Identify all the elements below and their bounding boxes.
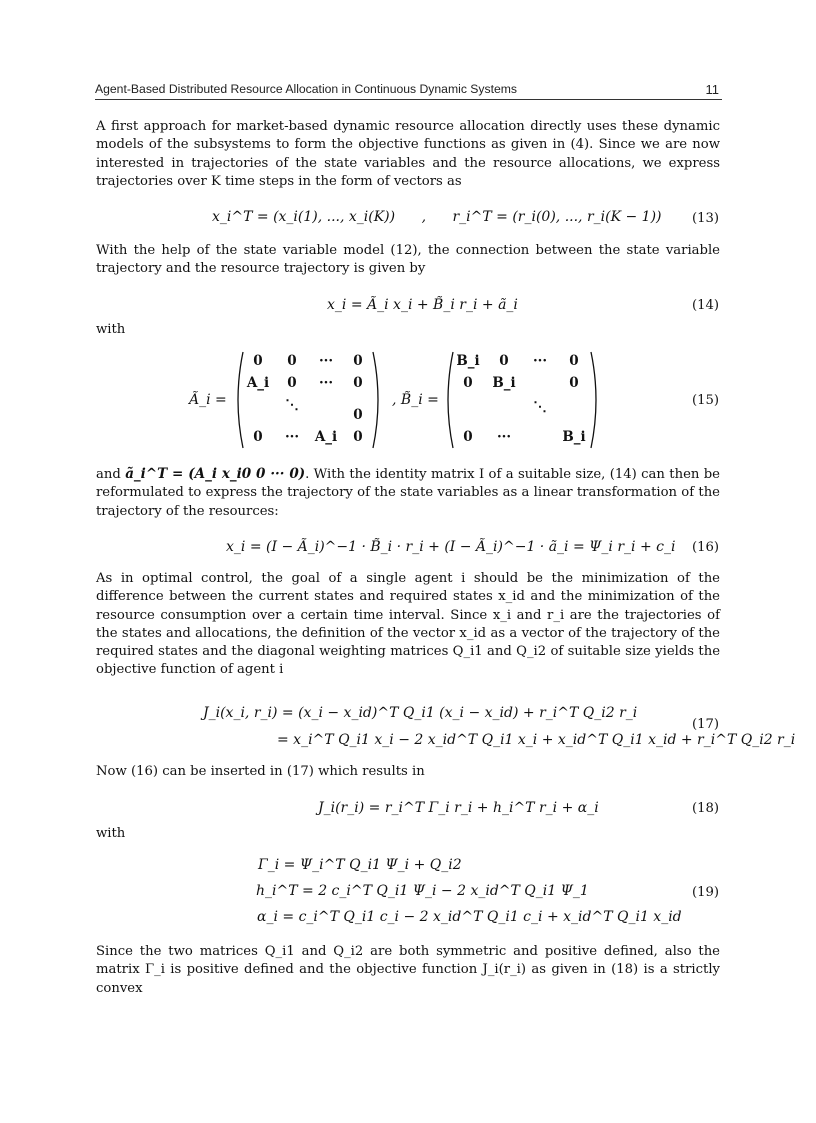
matrix-a <box>244 353 374 449</box>
running-head-title: Agent-Based Distributed Resource Allocation in Continuous Dynamic Systems <box>95 82 518 96</box>
matrix-b-right-paren <box>588 350 604 450</box>
equation-17-line-2: = x_i^T Q_i1 x_i − 2 x_id^T Q_i1 x_i + x_id^T Q_i1 x_id + r_i^T Q_i2 r_i <box>277 732 796 748</box>
matrix-a-right-paren <box>370 350 386 450</box>
equation-number-14: (14) <box>692 298 720 313</box>
matrix-b-cell: 0 <box>463 429 473 445</box>
equation-17-line-1: J_i(x_i, r_i) = (x_i − x_id)^T Q_i1 (x_i − x_id) + r_i^T Q_i2 r_i <box>203 705 638 721</box>
equation-19-line-2: h_i^T = 2 c_i^T Q_i1 Ψ_i − 2 x_id^T Q_i1 Ψ_1 <box>256 883 589 899</box>
equation-14: x_i = Ã_i x_i + B̃_i r_i + ã_i <box>327 297 518 313</box>
matrix-b-cell: 0 <box>463 375 473 391</box>
matrix-a-cell: ··· <box>318 353 334 369</box>
matrix-a-cell: 0 <box>353 353 363 369</box>
matrix-a-cell: 0 <box>287 353 297 369</box>
matrix-b-left-paren <box>440 350 456 450</box>
paragraph-6: Since the two matrices Q_i1 and Q_i2 are both symmetric and positive defined, also the matrix Γ_i is positive defined and the objective function J_i(r_i) as given in (18) is a strictly convex <box>96 944 720 996</box>
equation-number-16: (16) <box>692 540 720 555</box>
matrix-a-cell: ··· <box>284 429 300 445</box>
matrix-b <box>456 353 592 449</box>
equation-19-line-3: α_i = c_i^T Q_i1 c_i − 2 x_id^T Q_i1 c_i + x_id^T Q_i1 x_id <box>257 909 682 925</box>
equation-number-18: (18) <box>692 801 720 816</box>
paragraph-5: Now (16) can be inserted in (17) which results in <box>96 764 425 779</box>
matrix-a-label: Ã_i = <box>189 392 227 408</box>
matrix-b-cell: B_i <box>456 353 480 369</box>
matrix-b-cell: ··· <box>532 353 548 369</box>
paragraph-2: With the help of the state variable model (12), the connection between the state variable trajectory and the resource trajectory is given by <box>96 243 720 277</box>
matrix-a-cell: 0 <box>353 407 363 423</box>
matrix-a-cell: 0 <box>353 375 363 391</box>
equation-13-separator: , <box>421 209 427 225</box>
matrix-b-cell: ⋱ <box>533 399 547 415</box>
running-head <box>95 82 722 96</box>
equation-13-left: x_i^T = (x_i(1), ..., x_i(K)) <box>212 209 396 225</box>
equation-13 <box>212 209 662 225</box>
paragraph-3 <box>96 465 720 521</box>
equation-number-17: (17) <box>692 717 720 732</box>
page-number: 11 <box>705 82 719 97</box>
equation-number-15: (15) <box>692 393 720 408</box>
matrix-a-cell: A_i <box>314 429 338 445</box>
equation-number-19: (19) <box>692 885 720 900</box>
matrix-b-cell: ··· <box>496 429 512 445</box>
matrix-a-cell: 0 <box>253 429 263 445</box>
with-label-2: with <box>96 826 126 841</box>
matrix-a-cell: A_i <box>246 375 270 391</box>
paragraph-1: A first approach for market-based dynamic resource allocation directly uses these dynamic models of the subsystems to form the objective functions as given in (4). Since we are now interested in trajectories of the state variables and the resource allocations, we express trajectories over K time steps in the form of vectors as <box>96 119 720 189</box>
matrix-b-cell: B_i <box>562 429 586 445</box>
header-rule <box>95 99 722 100</box>
equation-16: x_i = (I − Ã_i)^−1 · B̃_i · r_i + (I − Ã_i)^−1 · ã_i = Ψ_i r_i + c_i <box>226 539 676 555</box>
matrix-a-cell: 0 <box>287 375 297 391</box>
equation-18: J_i(r_i) = r_i^T Γ_i r_i + h_i^T r_i + α_i <box>318 800 599 816</box>
with-label-1: with <box>96 322 126 337</box>
matrix-b-cell: 0 <box>499 353 509 369</box>
equation-number-13: (13) <box>692 211 720 226</box>
matrix-b-label: , B̃_i = <box>392 392 439 408</box>
paragraph-3-and: and <box>96 467 121 482</box>
matrix-a-cell: ⋱ <box>285 397 299 413</box>
matrix-a-cell: 0 <box>253 353 263 369</box>
paragraph-4: As in optimal control, the goal of a single agent i should be the minimization of the difference between the current states and required states x_id and the minimization of the resource consumption over a certain time interval. Since x_i and r_i are the trajectories of the states and allocations, the definition of the vector x_id as a vector of the trajectory of the required states and the diagonal weighting matrices Q_i1 and Q_i2 of suitable size yields the objective function of agent i <box>96 571 720 678</box>
matrix-a-cell: ··· <box>318 375 334 391</box>
equation-13-right: r_i^T = (r_i(0), ..., r_i(K − 1)) <box>452 209 662 225</box>
matrix-a-cell: 0 <box>353 429 363 445</box>
matrix-b-cell: B_i <box>492 375 516 391</box>
paragraph-3-text: . With the identity matrix I of a suitable size, (14) can then be reformulated to express the trajectory of the state variables as a linear transformation of the trajectory of the resources: <box>96 467 720 519</box>
matrix-b-cell: 0 <box>569 375 579 391</box>
matrix-b-cell: 0 <box>569 353 579 369</box>
a-tilde-definition: ã_i^T = (A_i x_i0 0 ··· 0) <box>125 466 306 482</box>
equation-19-line-1: Γ_i = Ψ_i^T Q_i1 Ψ_i + Q_i2 <box>258 857 462 873</box>
